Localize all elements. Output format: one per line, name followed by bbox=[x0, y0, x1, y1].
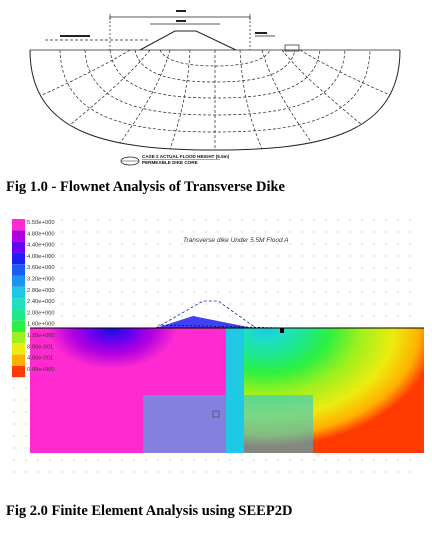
legend-label: 1.20e+000 bbox=[27, 333, 55, 339]
legend-swatch bbox=[12, 321, 25, 332]
legend-label: 4.80e+000 bbox=[27, 231, 55, 238]
legend-swatch bbox=[12, 253, 25, 264]
dike-profile bbox=[140, 31, 236, 50]
figure-2-caption: Fig 2.0 Finite Element Analysis using SEEP2D bbox=[6, 503, 293, 519]
dike-body bbox=[156, 316, 253, 328]
legend-swatch bbox=[12, 355, 25, 366]
seep2d-figure bbox=[8, 215, 424, 485]
flownet-drawing bbox=[0, 0, 432, 178]
legend-swatch bbox=[12, 276, 25, 287]
legend-label: 4.00e-001 bbox=[27, 355, 54, 362]
legend-label: 5.50e+000 bbox=[27, 220, 55, 226]
flownet-figure bbox=[0, 0, 432, 178]
legend-label: 4.40e+000 bbox=[27, 242, 55, 249]
legend-swatch bbox=[12, 298, 25, 309]
legend-swatch bbox=[12, 287, 25, 298]
legend-label: 4.00e+000 bbox=[27, 253, 55, 260]
legend-label: 0.00e+000 bbox=[27, 366, 55, 373]
legend-label: 2.00e+000 bbox=[27, 310, 55, 317]
legend-label: 8.00e-001 bbox=[27, 344, 54, 351]
legend-swatch bbox=[12, 242, 25, 253]
seepage-domain bbox=[30, 301, 424, 453]
legend-label: 3.60e+000 bbox=[27, 265, 55, 272]
legend-swatch bbox=[12, 219, 25, 230]
legend-swatch bbox=[12, 366, 25, 377]
legend-swatch bbox=[12, 230, 25, 241]
drawing-label-2: PERMEABLE DIKE CORE bbox=[142, 160, 198, 165]
legend-label: 3.20e+000 bbox=[27, 276, 55, 283]
legend-swatch bbox=[12, 309, 25, 320]
seep2d-plot bbox=[8, 215, 424, 485]
legend-swatch bbox=[12, 264, 25, 275]
legend-label: 1.60e+000 bbox=[27, 321, 55, 328]
legend-label: 2.80e+000 bbox=[27, 287, 55, 294]
figure-1-caption: Fig 1.0 - Flownet Analysis of Transverse Dike bbox=[6, 179, 285, 195]
plot-title: Transverse dike Under 5.5M Flood A bbox=[183, 237, 289, 244]
drawing-label-1: CASE 2 ACTUAL FLOOD HEIGHT (5.5m) bbox=[142, 154, 230, 159]
legend-label: 2.40e+000 bbox=[27, 299, 55, 306]
legend-swatch bbox=[12, 343, 25, 354]
legend-swatch bbox=[12, 332, 25, 343]
